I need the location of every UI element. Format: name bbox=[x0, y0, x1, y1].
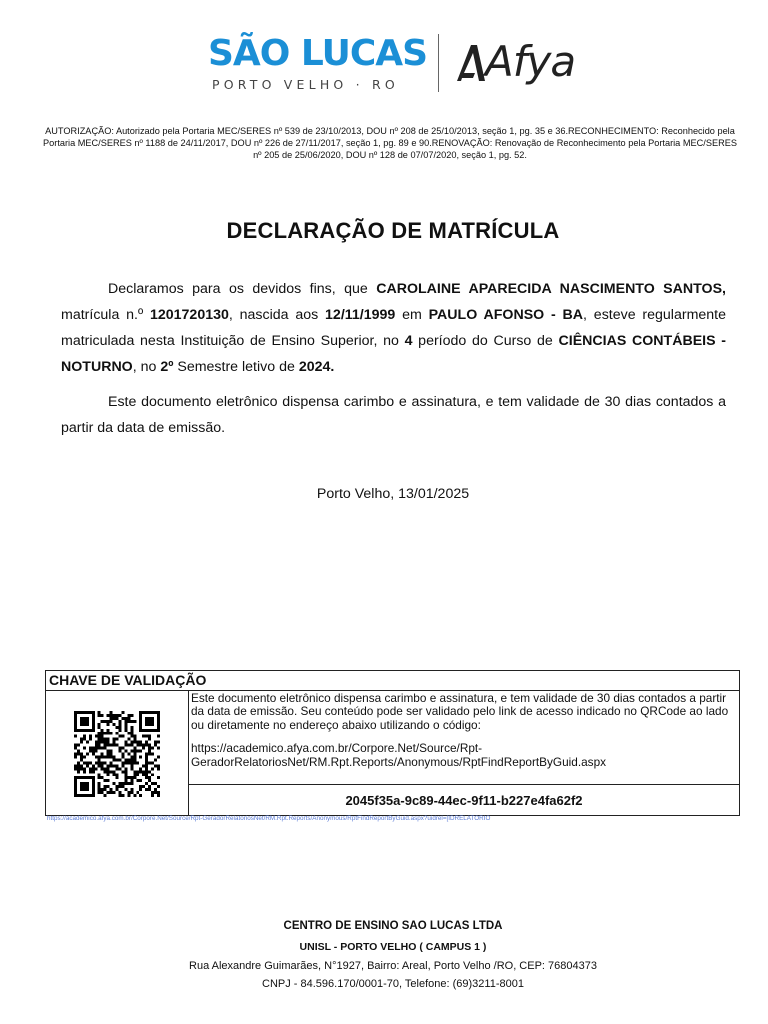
partner-name: Afya bbox=[485, 37, 576, 86]
course-period: 4 bbox=[404, 333, 413, 349]
validation-heading: CHAVE DE VALIDAÇÃO bbox=[46, 671, 739, 691]
authorization-notice: AUTORIZAÇÃO: Autorizado pela Portaria MEC/SERES nº 539 de 23/10/2013, DOU nº 208 de 25/10/2013, seção 1, pg. 35 e 36.RECONHECIMENTO: Reconhecido pela Portaria MEC/SERES nº 1188 de 24/11/2017, DOU nº 226 de 27/11/2017, seção 1, pg. 89 e 90.RENOVAÇÃO: Renovação de Reconhecimento pela Portaria MEC/SERES nº 205 de 25/06/2020, DOU nº 128 de 07/07/2020, seção 1, pg. 52. bbox=[43, 126, 737, 160]
report-link[interactable]: https://academico.afya.com.br/Corpore.Net/Source/Rpt-GeradorRelatoriosNet/RM.Rpt.Reports/Anonymous/RptFindReportByGuid.aspx?uidrel=[IDRELATORIO bbox=[47, 815, 491, 822]
afya-logo bbox=[455, 34, 575, 90]
validation-description: Este documento eletrônico dispensa carimbo e assinatura, e tem validade de 30 dias contados a partir da data de emissão. Seu conteúdo pode ser validado pelo link de acesso indicado no QRCode ao lado ou diretamente no endereço abaixo utilizando o código: bbox=[191, 691, 729, 732]
declaration-text-2: matrícula n.º bbox=[61, 307, 150, 323]
registration-number: 1201720130 bbox=[149, 307, 229, 323]
academic-year: 2024. bbox=[298, 359, 335, 375]
brand-subtitle: PORTO VELHO · RO bbox=[212, 77, 399, 92]
qr-code-icon[interactable] bbox=[71, 711, 163, 797]
declaration-text-8: Semestre letivo de bbox=[173, 359, 299, 375]
declaration-paragraph bbox=[61, 276, 726, 380]
qr-cell bbox=[46, 691, 189, 816]
validity-paragraph: Este documento eletrônico dispensa carimbo e assinatura, e tem validade de 30 dias contados a partir da data de emissão. bbox=[61, 394, 726, 436]
validation-code[interactable]: 2045f35a-9c89-44ec-9f11-b227e4fa62f2 bbox=[345, 793, 583, 808]
validation-url[interactable]: https://academico.afya.com.br/Corpore.Net/Source/Rpt-GeradorRelatoriosNet/RM.Rpt.Reports/Anonymous/RptFindReportByGuid.aspx bbox=[191, 741, 607, 769]
validation-box bbox=[45, 670, 740, 816]
declaration-text-5: , esteve regularmente matriculada nesta Instituição de Ensino Superior, no bbox=[61, 307, 727, 349]
validation-row bbox=[46, 691, 739, 816]
declaration-text-7: , no bbox=[132, 359, 161, 375]
sao-lucas-logo bbox=[208, 34, 433, 92]
semester: 2º bbox=[160, 359, 174, 375]
birth-place: PAULO AFONSO - BA bbox=[428, 307, 584, 323]
declaration-text-1: Declaramos para os devidos fins, que bbox=[108, 281, 377, 297]
footer-address: Rua Alexandre Guimarães, N°1927, Bairro: Areal, Porto Velho /RO, CEP: 76804373 bbox=[189, 960, 597, 972]
validation-text-cell bbox=[189, 691, 739, 816]
student-name: CAROLAINE APARECIDA NASCIMENTO SANTOS, bbox=[376, 281, 726, 297]
declaration-body bbox=[61, 276, 726, 441]
place-and-date: Porto Velho, 13/01/2025 bbox=[316, 486, 470, 502]
course-name: CIÊNCIAS CONTÁBEIS - NOTURNO bbox=[61, 333, 726, 375]
declaration-text-3: , nascida aos bbox=[228, 307, 326, 323]
declaration-text-6: período do Curso de bbox=[412, 333, 559, 349]
logo-divider bbox=[438, 34, 439, 92]
validation-description-block bbox=[189, 691, 739, 785]
brand-name: SÃO LUCAS bbox=[208, 33, 428, 74]
footer-contact: CNPJ - 84.596.170/0001-70, Telefone: (69)3211-8001 bbox=[262, 978, 524, 990]
declaration-text-4: em bbox=[395, 307, 429, 323]
footer-company: CENTRO DE ENSINO SAO LUCAS LTDA bbox=[283, 920, 503, 932]
afya-mark-icon bbox=[455, 41, 489, 83]
document-title: DECLARAÇÃO DE MATRÍCULA bbox=[226, 218, 560, 243]
birth-date: 12/11/1999 bbox=[325, 307, 396, 323]
footer-campus: UNISL - PORTO VELHO ( CAMPUS 1 ) bbox=[299, 941, 487, 953]
